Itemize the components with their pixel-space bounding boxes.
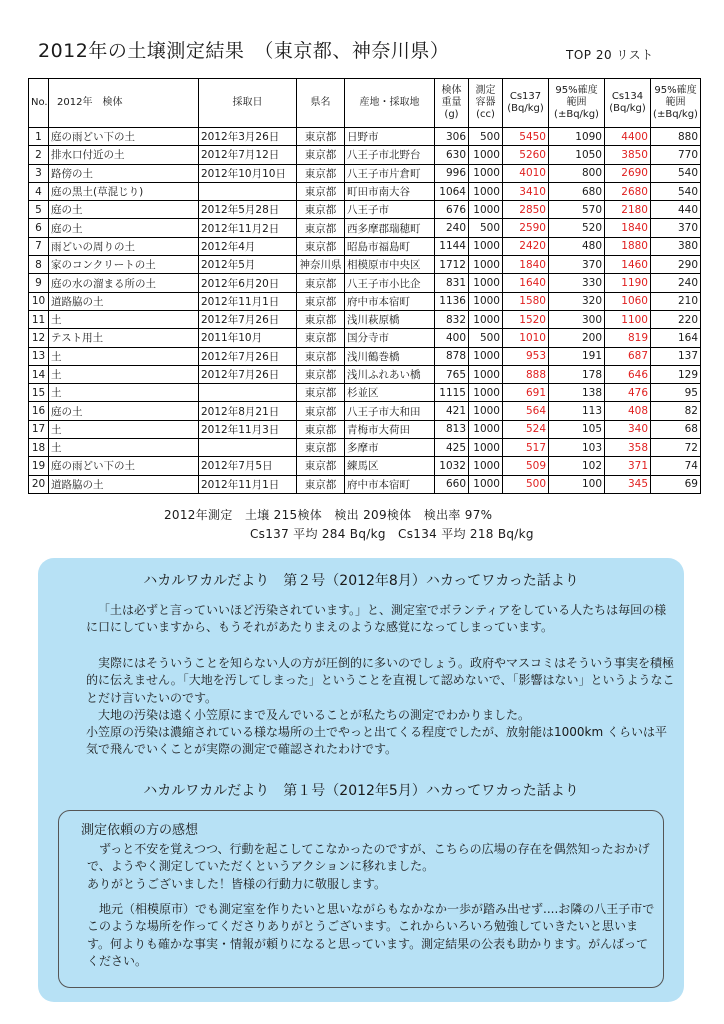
table-row [29, 292, 701, 310]
cell-volume: 1000 [469, 310, 503, 328]
cell-cs134: 340 [605, 420, 651, 438]
cell-weight: 1144 [435, 237, 469, 255]
cell-cs134: 1460 [605, 256, 651, 274]
cell-place: 昭島市福島町 [345, 237, 435, 255]
cell-weight: 630 [435, 146, 469, 164]
page-title: 2012年の土壌測定結果 （東京都、神奈川県） [38, 40, 450, 62]
table-row [29, 164, 701, 182]
cell-date: 2012年7月26日 [199, 310, 297, 328]
cell-range134: 370 [651, 219, 701, 237]
cell-pref: 東京都 [297, 402, 345, 420]
cell-cs137: 524 [503, 420, 549, 438]
cell-pref: 東京都 [297, 274, 345, 292]
cell-cs137: 4010 [503, 164, 549, 182]
cell-place: 八王子市大和田 [345, 402, 435, 420]
cell-range134: 164 [651, 329, 701, 347]
cell-sample: 土 [49, 439, 199, 457]
cell-pref: 東京都 [297, 201, 345, 219]
col-range134: 95%確度範囲 (±Bq/kg) [651, 79, 701, 128]
cell-range134: 540 [651, 182, 701, 200]
table-row [29, 274, 701, 292]
cell-no: 14 [29, 365, 49, 383]
cell-volume: 500 [469, 219, 503, 237]
cell-volume: 1000 [469, 237, 503, 255]
cell-no: 9 [29, 274, 49, 292]
cell-no: 6 [29, 219, 49, 237]
cell-no: 19 [29, 457, 49, 475]
cell-date: 2012年11月1日 [199, 475, 297, 493]
cell-weight: 1115 [435, 384, 469, 402]
cell-place: 多摩市 [345, 439, 435, 457]
cell-pref: 東京都 [297, 329, 345, 347]
col-date: 採取日 [199, 79, 297, 128]
issue2-paragraph-2: 実際にはそういうことを知らない人の方が圧倒的に多いのでしょう。政府やマスコミはそういう事実を積極的に伝えません。「大地を汚してしまった」ということを直視して認めないで、「影響はない」というようなことだけ言いたいのです。 [86, 656, 675, 705]
cell-range134: 540 [651, 164, 701, 182]
cell-place: 府中市本宿町 [345, 292, 435, 310]
cell-range137: 300 [549, 310, 605, 328]
cell-date: 2012年11月2日 [199, 219, 297, 237]
cell-range134: 440 [651, 201, 701, 219]
cell-cs137: 953 [503, 347, 549, 365]
cell-sample: 土 [49, 347, 199, 365]
cell-cs137: 517 [503, 439, 549, 457]
issue2-paragraph-1: 「土は必ずと言っていいほど汚染されています。」と、測定室でボランティアをしている人たちは毎回の様に口にしていますから、もうそれがあたりまえのような感覚になってしまっています。 [86, 603, 667, 635]
cell-range137: 680 [549, 182, 605, 200]
cell-range134: 82 [651, 402, 701, 420]
cell-cs137: 3410 [503, 182, 549, 200]
cell-cs134: 2690 [605, 164, 651, 182]
table-row [29, 310, 701, 328]
cell-cs137: 888 [503, 365, 549, 383]
cell-date: 2012年10月10日 [199, 164, 297, 182]
cell-range134: 95 [651, 384, 701, 402]
cell-weight: 306 [435, 128, 469, 146]
cell-no: 20 [29, 475, 49, 493]
col-sample [49, 79, 199, 128]
cell-date: 2012年11月1日 [199, 292, 297, 310]
table-row [29, 182, 701, 200]
cell-range134: 290 [651, 256, 701, 274]
cell-date: 2012年11月3日 [199, 420, 297, 438]
cell-range134: 210 [651, 292, 701, 310]
cell-weight: 813 [435, 420, 469, 438]
cell-sample: 道路脇の土 [49, 475, 199, 493]
cell-no: 16 [29, 402, 49, 420]
cell-range137: 570 [549, 201, 605, 219]
cell-range137: 800 [549, 164, 605, 182]
cell-sample: テスト用土 [49, 329, 199, 347]
cell-range137: 520 [549, 219, 605, 237]
cell-cs134: 371 [605, 457, 651, 475]
cell-pref: 東京都 [297, 310, 345, 328]
cell-weight: 832 [435, 310, 469, 328]
table-row [29, 219, 701, 237]
cell-range134: 72 [651, 439, 701, 457]
cell-sample: 土 [49, 420, 199, 438]
cell-range134: 880 [651, 128, 701, 146]
cell-range134: 220 [651, 310, 701, 328]
cell-weight: 996 [435, 164, 469, 182]
cell-cs134: 345 [605, 475, 651, 493]
cell-place: 浅川ふれあい橋 [345, 365, 435, 383]
cell-weight: 400 [435, 329, 469, 347]
cell-cs134: 1060 [605, 292, 651, 310]
summary-line-2: Cs137 平均 284 Bq/kg Cs134 平均 218 Bq/kg [250, 527, 534, 541]
summary-line-1: 2012年測定 土壌 215検体 検出 209検体 検出率 97% [164, 508, 493, 522]
cell-date: 2012年7月26日 [199, 365, 297, 383]
table-row [29, 402, 701, 420]
issue2-paragraph-4: 小笠原の汚染は濃縮されている様な場所の土でやっと出てくる程度でしたが、放射能は1000km くらいは平気で飛んでいくことが実際の測定で確認されたわけです。 [86, 725, 667, 757]
cell-cs134: 1190 [605, 274, 651, 292]
cell-date [199, 182, 297, 200]
cell-no: 1 [29, 128, 49, 146]
cell-no: 2 [29, 146, 49, 164]
cell-weight: 1136 [435, 292, 469, 310]
cell-pref: 東京都 [297, 128, 345, 146]
cell-weight: 1064 [435, 182, 469, 200]
cell-weight: 421 [435, 402, 469, 420]
impression-2: 地元（相模原市）でも測定室を作りたいと思いながらもなかなか一歩が踏み出せず....お隣の八王子市でこのような場所を作ってくださりありがとうございます。これからいろいろ勉強していきたいと思います。何よりも確かな事実・情報が頼りになると思っています。測定結果の公表も助かります。がんばってください。 [87, 902, 655, 968]
cell-volume: 1000 [469, 256, 503, 274]
cell-volume: 1000 [469, 457, 503, 475]
cell-volume: 1000 [469, 439, 503, 457]
cell-date: 2012年7月5日 [199, 457, 297, 475]
cell-date: 2012年3月26日 [199, 128, 297, 146]
cell-cs137: 1580 [503, 292, 549, 310]
cell-weight: 878 [435, 347, 469, 365]
cell-cs137: 500 [503, 475, 549, 493]
cell-range134: 380 [651, 237, 701, 255]
cell-volume: 500 [469, 329, 503, 347]
cell-sample: 雨どいの周りの土 [49, 237, 199, 255]
cell-date: 2012年7月12日 [199, 146, 297, 164]
cell-no: 7 [29, 237, 49, 255]
cell-weight: 240 [435, 219, 469, 237]
cell-cs137: 564 [503, 402, 549, 420]
cell-sample: 土 [49, 310, 199, 328]
issue2-paragraph-3: 大地の汚染は遠く小笠原にまで及んでいることが私たちの測定でわかりました。 [98, 708, 531, 722]
cell-no: 13 [29, 347, 49, 365]
cell-range137: 191 [549, 347, 605, 365]
cell-volume: 1000 [469, 292, 503, 310]
cell-sample: 庭の土 [49, 402, 199, 420]
cell-volume: 1000 [469, 475, 503, 493]
cell-place: 町田市南大谷 [345, 182, 435, 200]
cell-no: 8 [29, 256, 49, 274]
cell-date: 2012年7月26日 [199, 347, 297, 365]
col-sample-label: 検体 [102, 97, 123, 108]
cell-volume: 1000 [469, 146, 503, 164]
cell-range134: 69 [651, 475, 701, 493]
newsletter-issue1-heading: ハカルワカルだより 第１号（2012年5月）ハカってワカった話より [143, 783, 579, 799]
table-row [29, 384, 701, 402]
col-place: 産地・採取地 [345, 79, 435, 128]
table-row [29, 457, 701, 475]
table-row [29, 146, 701, 164]
cell-volume: 500 [469, 128, 503, 146]
table-row [29, 237, 701, 255]
cell-sample: 庭の水の溜まる所の土 [49, 274, 199, 292]
cell-pref: 東京都 [297, 182, 345, 200]
results-table [28, 78, 701, 494]
col-pref: 県名 [297, 79, 345, 128]
cell-cs134: 1840 [605, 219, 651, 237]
cell-pref: 東京都 [297, 219, 345, 237]
cell-range134: 68 [651, 420, 701, 438]
cell-sample: 土 [49, 384, 199, 402]
cell-weight: 765 [435, 365, 469, 383]
cell-sample: 庭の雨どい下の土 [49, 128, 199, 146]
cell-place: 青梅市大荷田 [345, 420, 435, 438]
cell-cs134: 2180 [605, 201, 651, 219]
cell-range137: 1090 [549, 128, 605, 146]
col-no: No. [29, 79, 49, 128]
cell-place: 国分寺市 [345, 329, 435, 347]
cell-place: 八王子市北野台 [345, 146, 435, 164]
cell-cs137: 1010 [503, 329, 549, 347]
cell-weight: 660 [435, 475, 469, 493]
cell-cs137: 1640 [503, 274, 549, 292]
cell-no: 4 [29, 182, 49, 200]
cell-pref: 神奈川県 [297, 256, 345, 274]
cell-range134: 74 [651, 457, 701, 475]
cell-pref: 東京都 [297, 365, 345, 383]
cell-range134: 137 [651, 347, 701, 365]
cell-range137: 1050 [549, 146, 605, 164]
cell-cs137: 2850 [503, 201, 549, 219]
col-weight: 検体重量(g) [435, 79, 469, 128]
cell-volume: 1000 [469, 365, 503, 383]
cell-pref: 東京都 [297, 237, 345, 255]
col-year: 2012年 [57, 97, 93, 108]
cell-weight: 425 [435, 439, 469, 457]
cell-no: 5 [29, 201, 49, 219]
cell-cs137: 5260 [503, 146, 549, 164]
cell-cs134: 687 [605, 347, 651, 365]
col-cs134: Cs134 (Bq/kg) [605, 79, 651, 128]
cell-cs134: 3850 [605, 146, 651, 164]
cell-pref: 東京都 [297, 457, 345, 475]
table-row [29, 475, 701, 493]
cell-volume: 1000 [469, 201, 503, 219]
cell-pref: 東京都 [297, 384, 345, 402]
impression-1: ずっと不安を覚えつつ、行動を起こしてこなかったのですが、こちらの広場の存在を偶然知ったおかげで、ようやく測定していただくというアクションに移れました。 [87, 842, 650, 874]
cell-date: 2012年8月21日 [199, 402, 297, 420]
impression-1-thanks: ありがとうございました！皆様の行動力に敬服します。 [87, 877, 387, 891]
cell-no: 3 [29, 164, 49, 182]
cell-date: 2012年4月 [199, 237, 297, 255]
cell-pref: 東京都 [297, 439, 345, 457]
cell-range134: 770 [651, 146, 701, 164]
cell-cs134: 1100 [605, 310, 651, 328]
cell-no: 12 [29, 329, 49, 347]
cell-range137: 105 [549, 420, 605, 438]
cell-place: 府中市本宿町 [345, 475, 435, 493]
cell-sample: 路傍の土 [49, 164, 199, 182]
cell-no: 17 [29, 420, 49, 438]
table-row [29, 128, 701, 146]
cell-date [199, 439, 297, 457]
newsletter-issue2-heading: ハカルワカルだより 第２号（2012年8月）ハカってワカった話より [143, 573, 579, 589]
cell-volume: 1000 [469, 420, 503, 438]
cell-place: 相模原市中央区 [345, 256, 435, 274]
cell-place: 浅川鶴巻橋 [345, 347, 435, 365]
cell-volume: 1000 [469, 164, 503, 182]
cell-range137: 320 [549, 292, 605, 310]
table-row [29, 201, 701, 219]
newsletter-panel [38, 558, 684, 1002]
cell-volume: 1000 [469, 274, 503, 292]
cell-place: 浅川萩原橋 [345, 310, 435, 328]
cell-volume: 1000 [469, 347, 503, 365]
table-row [29, 347, 701, 365]
cell-cs137: 1520 [503, 310, 549, 328]
cell-range137: 370 [549, 256, 605, 274]
cell-cs134: 2680 [605, 182, 651, 200]
cell-cs134: 476 [605, 384, 651, 402]
col-cs137: Cs137 (Bq/kg) [503, 79, 549, 128]
cell-date: 2012年5月 [199, 256, 297, 274]
table-row [29, 256, 701, 274]
cell-range137: 480 [549, 237, 605, 255]
cell-cs137: 509 [503, 457, 549, 475]
cell-date: 2012年5月28日 [199, 201, 297, 219]
cell-place: 西多摩郡瑞穂町 [345, 219, 435, 237]
cell-sample: 土 [49, 365, 199, 383]
cell-place: 杉並区 [345, 384, 435, 402]
impressions-box [58, 810, 664, 988]
cell-range137: 102 [549, 457, 605, 475]
cell-range137: 113 [549, 402, 605, 420]
cell-pref: 東京都 [297, 292, 345, 310]
cell-place: 八王子市片倉町 [345, 164, 435, 182]
cell-cs134: 1880 [605, 237, 651, 255]
cell-cs134: 408 [605, 402, 651, 420]
cell-sample: 家のコンクリートの土 [49, 256, 199, 274]
cell-date: 2012年6月20日 [199, 274, 297, 292]
cell-pref: 東京都 [297, 475, 345, 493]
cell-date: 2011年10月 [199, 329, 297, 347]
cell-no: 11 [29, 310, 49, 328]
cell-range137: 330 [549, 274, 605, 292]
cell-weight: 1032 [435, 457, 469, 475]
top-list-label: TOP 20 リスト [566, 48, 654, 62]
cell-weight: 1712 [435, 256, 469, 274]
cell-place: 八王子市 [345, 201, 435, 219]
cell-no: 18 [29, 439, 49, 457]
table-row [29, 365, 701, 383]
cell-range137: 100 [549, 475, 605, 493]
cell-volume: 1000 [469, 402, 503, 420]
cell-range134: 240 [651, 274, 701, 292]
cell-date [199, 384, 297, 402]
cell-place: 練馬区 [345, 457, 435, 475]
cell-range137: 200 [549, 329, 605, 347]
col-volume: 測定容器(cc) [469, 79, 503, 128]
cell-range137: 138 [549, 384, 605, 402]
cell-cs134: 819 [605, 329, 651, 347]
cell-cs137: 691 [503, 384, 549, 402]
cell-cs137: 2590 [503, 219, 549, 237]
cell-place: 八王子市小比企 [345, 274, 435, 292]
col-range137: 95%確度範囲 (±Bq/kg) [549, 79, 605, 128]
cell-place: 日野市 [345, 128, 435, 146]
table-row [29, 439, 701, 457]
cell-weight: 831 [435, 274, 469, 292]
cell-cs134: 4400 [605, 128, 651, 146]
cell-volume: 1000 [469, 182, 503, 200]
cell-volume: 1000 [469, 384, 503, 402]
cell-range137: 178 [549, 365, 605, 383]
cell-range134: 129 [651, 365, 701, 383]
cell-sample: 庭の土 [49, 201, 199, 219]
cell-sample: 庭の土 [49, 219, 199, 237]
cell-range137: 103 [549, 439, 605, 457]
cell-pref: 東京都 [297, 420, 345, 438]
table-row [29, 329, 701, 347]
cell-sample: 庭の雨どい下の土 [49, 457, 199, 475]
cell-cs134: 646 [605, 365, 651, 383]
cell-pref: 東京都 [297, 164, 345, 182]
cell-cs134: 358 [605, 439, 651, 457]
cell-sample: 道路脇の土 [49, 292, 199, 310]
cell-weight: 676 [435, 201, 469, 219]
cell-no: 15 [29, 384, 49, 402]
cell-cs137: 2420 [503, 237, 549, 255]
cell-pref: 東京都 [297, 146, 345, 164]
cell-sample: 排水口付近の土 [49, 146, 199, 164]
table-row [29, 420, 701, 438]
cell-cs137: 1840 [503, 256, 549, 274]
cell-sample: 庭の黒土(草混じり) [49, 182, 199, 200]
cell-no: 10 [29, 292, 49, 310]
cell-pref: 東京都 [297, 347, 345, 365]
cell-cs137: 5450 [503, 128, 549, 146]
impressions-title: 測定依頼の方の感想 [81, 823, 199, 838]
